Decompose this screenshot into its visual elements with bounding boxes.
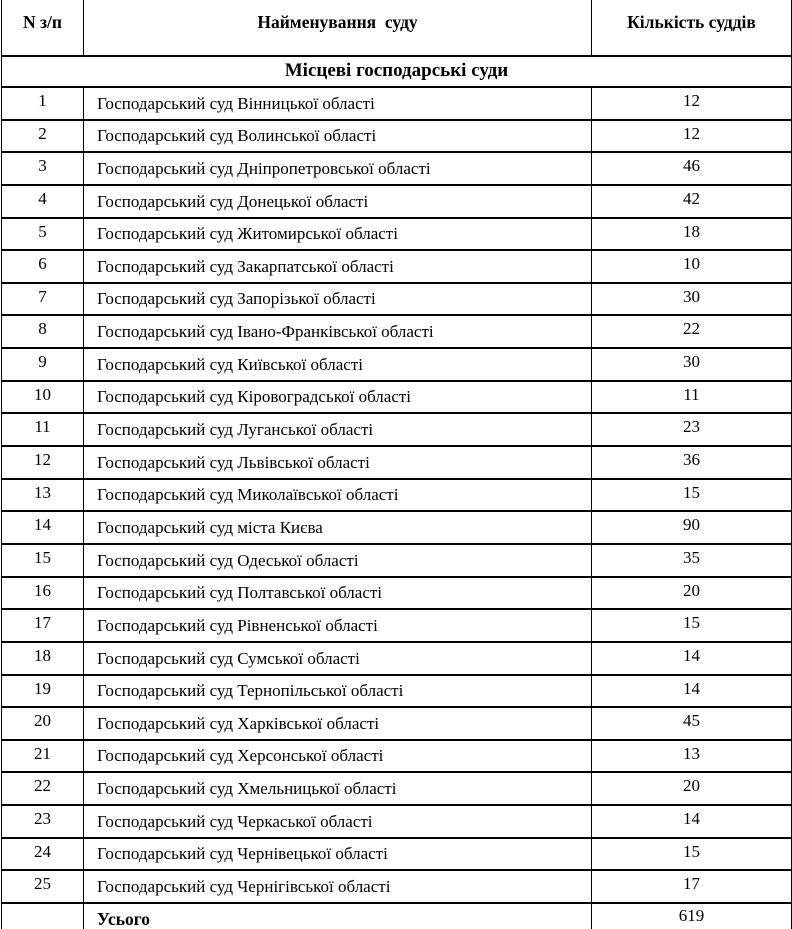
court-name-cell: Господарський суд Київської області: [84, 348, 592, 381]
court-name-cell: Господарський суд Львівської області: [84, 446, 592, 479]
judge-count-cell: 18: [592, 218, 792, 251]
judges-table: [1, 0, 792, 929]
table-row: [2, 805, 792, 838]
judge-count-cell: 13: [592, 740, 792, 773]
section-title: Місцеві господарські суди: [2, 56, 792, 87]
row-number-cell: 5: [2, 218, 84, 251]
table-row: [2, 283, 792, 316]
row-number-cell: 7: [2, 283, 84, 316]
table-row: [2, 413, 792, 446]
court-name-cell: Господарський суд Запорізької області: [84, 283, 592, 316]
court-name-cell: Господарський суд Харківської області: [84, 707, 592, 740]
judge-count-cell: 90: [592, 511, 792, 544]
table-row: [2, 381, 792, 414]
court-name-cell: Господарський суд Волинської області: [84, 120, 592, 153]
table-row: [2, 152, 792, 185]
row-number-cell: 11: [2, 413, 84, 446]
header-row-number: N з/п: [2, 0, 84, 56]
table-row: [2, 511, 792, 544]
judge-count-cell: 11: [592, 381, 792, 414]
judge-count-cell: 30: [592, 283, 792, 316]
row-number-cell: 4: [2, 185, 84, 218]
row-number-cell: 16: [2, 577, 84, 610]
court-name-cell: Господарський суд Вінницької області: [84, 87, 592, 120]
total-row: [2, 903, 792, 929]
row-number-cell: 17: [2, 609, 84, 642]
judge-count-cell: 35: [592, 544, 792, 577]
judge-count-cell: 30: [592, 348, 792, 381]
table-row: [2, 544, 792, 577]
court-name-cell: Господарський суд Житомирської області: [84, 218, 592, 251]
court-name-cell: Господарський суд Рівненської області: [84, 609, 592, 642]
row-number-cell: 18: [2, 642, 84, 675]
row-number-cell: 19: [2, 675, 84, 708]
table-row: [2, 446, 792, 479]
header-court-name: Найменування суду: [84, 0, 592, 56]
table-row: [2, 740, 792, 773]
table-body: [2, 87, 792, 903]
row-number-cell: 2: [2, 120, 84, 153]
judge-count-cell: 20: [592, 577, 792, 610]
row-number-cell: 10: [2, 381, 84, 414]
court-name-cell: Господарський суд Донецької області: [84, 185, 592, 218]
row-number-cell: 24: [2, 838, 84, 871]
row-number-cell: 6: [2, 250, 84, 283]
row-number-cell: 25: [2, 870, 84, 903]
table-row: [2, 348, 792, 381]
total-empty-cell: [2, 903, 84, 929]
row-number-cell: 15: [2, 544, 84, 577]
table-row: [2, 642, 792, 675]
table-row: [2, 707, 792, 740]
judge-count-cell: 12: [592, 120, 792, 153]
row-number-cell: 13: [2, 479, 84, 512]
row-number-cell: 20: [2, 707, 84, 740]
header-judge-count: Кількість суддів: [592, 0, 792, 56]
judge-count-cell: 15: [592, 609, 792, 642]
row-number-cell: 14: [2, 511, 84, 544]
table-row: [2, 838, 792, 871]
judge-count-cell: 12: [592, 87, 792, 120]
table-row: [2, 675, 792, 708]
total-label: Усього: [84, 903, 592, 929]
table-header-row: [2, 0, 792, 56]
row-number-cell: 12: [2, 446, 84, 479]
judge-count-cell: 22: [592, 315, 792, 348]
table-row: [2, 772, 792, 805]
judge-count-cell: 15: [592, 838, 792, 871]
row-number-cell: 8: [2, 315, 84, 348]
table-row: [2, 577, 792, 610]
court-name-cell: Господарський суд Кіровоградської області: [84, 381, 592, 414]
table-row: [2, 315, 792, 348]
judge-count-cell: 20: [592, 772, 792, 805]
court-name-cell: Господарський суд Чернігівської області: [84, 870, 592, 903]
judge-count-cell: 42: [592, 185, 792, 218]
judge-count-cell: 10: [592, 250, 792, 283]
judge-count-cell: 15: [592, 479, 792, 512]
table-row: [2, 250, 792, 283]
table-row: [2, 870, 792, 903]
judge-count-cell: 14: [592, 642, 792, 675]
judge-count-cell: 36: [592, 446, 792, 479]
section-header-row: [2, 56, 792, 87]
table-row: [2, 609, 792, 642]
court-name-cell: Господарський суд Черкаської області: [84, 805, 592, 838]
row-number-cell: 3: [2, 152, 84, 185]
judge-count-cell: 14: [592, 675, 792, 708]
court-name-cell: Господарський суд Тернопільської області: [84, 675, 592, 708]
judge-count-cell: 23: [592, 413, 792, 446]
judge-count-cell: 45: [592, 707, 792, 740]
court-name-cell: Господарський суд Чернівецької області: [84, 838, 592, 871]
court-name-cell: Господарський суд Херсонської області: [84, 740, 592, 773]
row-number-cell: 22: [2, 772, 84, 805]
court-name-cell: Господарський суд Миколаївської області: [84, 479, 592, 512]
judge-count-cell: 46: [592, 152, 792, 185]
court-name-cell: Господарський суд Сумської області: [84, 642, 592, 675]
court-name-cell: Господарський суд Одеської області: [84, 544, 592, 577]
court-name-cell: Господарський суд міста Києва: [84, 511, 592, 544]
table-row: [2, 87, 792, 120]
judge-count-cell: 14: [592, 805, 792, 838]
table-row: [2, 479, 792, 512]
total-count: 619: [592, 903, 792, 929]
row-number-cell: 9: [2, 348, 84, 381]
court-name-cell: Господарський суд Дніпропетровської області: [84, 152, 592, 185]
court-name-cell: Господарський суд Полтавської області: [84, 577, 592, 610]
court-name-cell: Господарський суд Луганської області: [84, 413, 592, 446]
table-row: [2, 185, 792, 218]
table-row: [2, 120, 792, 153]
court-name-cell: Господарський суд Хмельницької області: [84, 772, 592, 805]
table-row: [2, 218, 792, 251]
judge-count-cell: 17: [592, 870, 792, 903]
row-number-cell: 21: [2, 740, 84, 773]
court-name-cell: Господарський суд Івано-Франківської області: [84, 315, 592, 348]
court-name-cell: Господарський суд Закарпатської області: [84, 250, 592, 283]
row-number-cell: 23: [2, 805, 84, 838]
row-number-cell: 1: [2, 87, 84, 120]
